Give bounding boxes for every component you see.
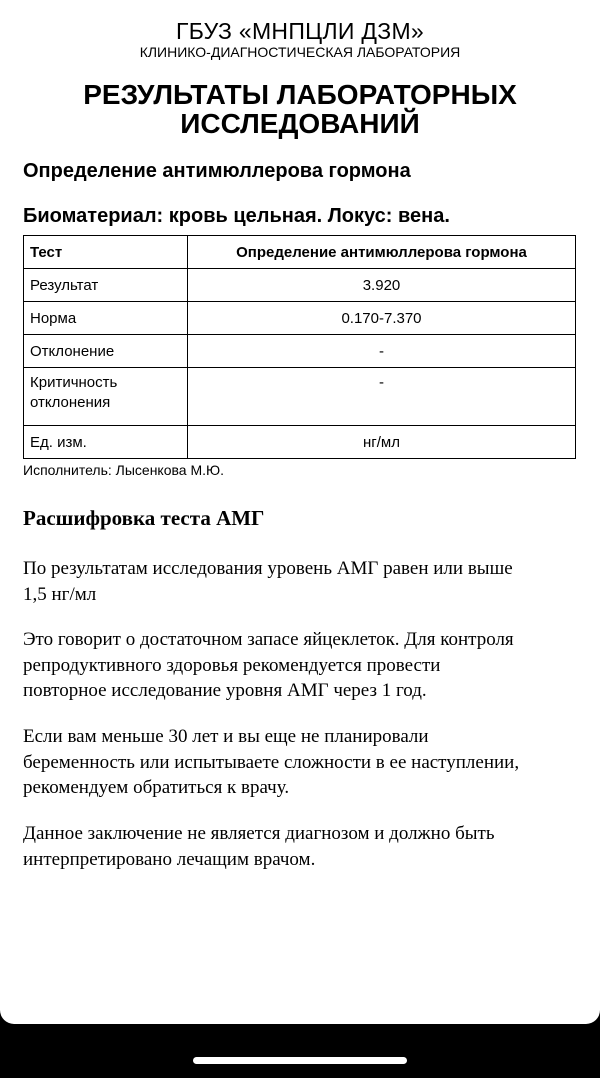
paragraph-line: интерпретировано лечащим врачом.	[23, 848, 316, 870]
executor-name: Исполнитель: Лысенкова М.Ю.	[23, 462, 225, 478]
organization-subtitle: КЛИНИКО-ДИАГНОСТИЧЕСКАЯ ЛАБОРАТОРИЯ	[139, 44, 461, 60]
interpretation-paragraph-4	[23, 821, 583, 872]
row-label-deviation: Отклонение	[24, 335, 188, 368]
table-row-deviation	[24, 335, 576, 368]
table-header-value: Определение антимюллерова гормона	[188, 236, 576, 269]
interpretation-paragraph-3	[23, 724, 583, 801]
page-title	[40, 80, 560, 138]
page-title-line-2: ИССЛЕДОВАНИЙ	[180, 108, 420, 139]
row-value-units: нг/мл	[188, 426, 576, 459]
page-title-line-1: РЕЗУЛЬТАТЫ ЛАБОРАТОРНЫХ	[83, 79, 517, 110]
table-row-units	[24, 426, 576, 459]
paragraph-line: Это говорит о достаточном запасе яйцеклеток. Для контроля	[23, 629, 514, 650]
row-value-deviation: -	[188, 335, 576, 368]
table-header-row	[24, 236, 576, 269]
organization-name: ГБУЗ «МНПЦЛИ ДЗМ»	[175, 18, 425, 44]
row-value-criticality: -	[188, 368, 576, 426]
test-name: Определение антимюллерова гормона	[23, 160, 411, 182]
row-value-result: 3.920	[188, 269, 576, 302]
row-label-norm: Норма	[24, 302, 188, 335]
paragraph-line: рекомендуем обратиться к врачу.	[23, 777, 290, 798]
interpretation-title: Расшифровка теста АМГ	[23, 506, 265, 530]
results-table	[23, 235, 576, 459]
interpretation-paragraph-1	[23, 556, 583, 607]
interpretation-paragraph-2	[23, 627, 583, 704]
paragraph-line: беременность или испытываете сложности в ее наступлении,	[23, 751, 520, 773]
paragraph-line: По результатам исследования уровень АМГ равен или выше	[23, 558, 513, 579]
row-label-criticality-line-2: отклонения	[30, 394, 111, 411]
table-row-result	[24, 269, 576, 302]
table-row-criticality	[24, 368, 576, 426]
paragraph-line: репродуктивного здоровья рекомендуется провести	[23, 654, 441, 676]
row-value-norm: 0.170-7.370	[188, 302, 576, 335]
paragraph-line: Если вам меньше 30 лет и вы еще не планировали	[23, 726, 429, 747]
row-label-units: Ед. изм.	[24, 426, 188, 459]
biomaterial-info: Биоматериал: кровь цельная. Локус: вена.	[23, 205, 450, 227]
paragraph-line: Данное заключение не является диагнозом и должно быть	[23, 823, 495, 844]
home-indicator[interactable]	[193, 1057, 407, 1064]
row-label-criticality-line-1: Критичность	[30, 374, 118, 391]
row-label-criticality	[24, 368, 188, 426]
paragraph-line: 1,5 нг/мл	[23, 583, 97, 605]
table-header-label: Тест	[24, 236, 188, 269]
table-row-norm	[24, 302, 576, 335]
paragraph-line: повторное исследование уровня АМГ через 1 год.	[23, 680, 427, 701]
row-label-result: Результат	[24, 269, 188, 302]
